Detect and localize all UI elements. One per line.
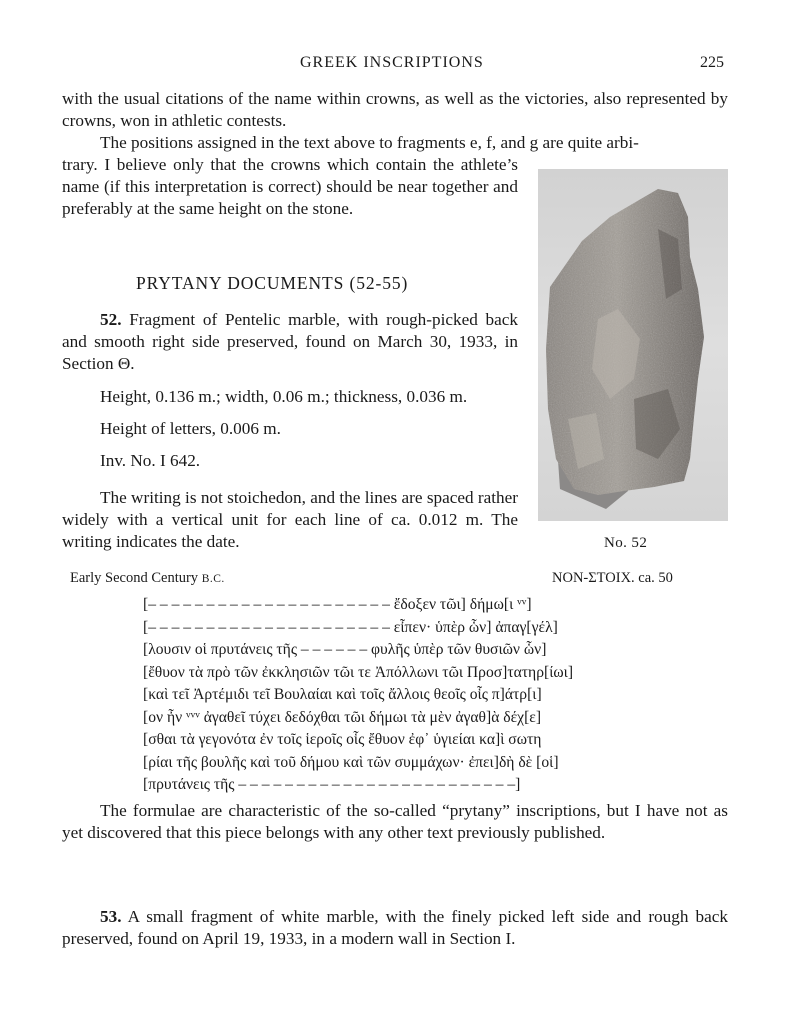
marble-fragment-image: [538, 169, 728, 521]
inscription-line: [πρυτάνεις τῆς – – – – – – – – – – – – – – – – – – – – – – – –]: [143, 776, 521, 793]
entry-52-dimensions: Height, 0.136 m.; width, 0.06 m.; thickness, 0.036 m.: [100, 387, 468, 406]
paragraph-fragments-continued: trary. I believe only that the crowns which contain the athlete’s name (if this interpretation is correct) should be near together and preferably at the same height on the stone.: [62, 155, 518, 218]
inscription-line: [λουσιν οἱ πρυτάνεις τῆς – – – – – – φυλῆς ὑπὲρ τῶν θυσιῶν ὧν]: [143, 641, 547, 658]
section-heading: PRYTANY DOCUMENTS (52-55): [136, 273, 409, 293]
stoichedon-label: NON-ΣTOIX. ca. 50: [552, 570, 673, 586]
inscription-line: [ον ἦν ᵛᵛᵛ ἀγαθεῖ τύχει δεδόχθαι τῶι δήμωι τὰ μὲν ἀγαθ]ὰ δέχ[ε]: [143, 708, 542, 726]
entry-52-text: Fragment of Pentelic marble, with rough-picked back and smooth right side preserved, found on March 30, 1933, in Section Θ.: [62, 310, 518, 373]
inscription-line: [– – – – – – – – – – – – – – – – – – – – – ἔδοξεν τῶι] δήμω[ι ᵛᵛ]: [143, 596, 532, 613]
entry-52-letter-height: Height of letters, 0.006 m.: [100, 419, 281, 438]
entry-53-text: A small fragment of white marble, with the finely picked left side and rough back preserved, found on April 19, 1933, in a modern wall in Section I.: [62, 907, 728, 948]
entry-53-description: [62, 906, 728, 950]
inscription-text: [143, 594, 667, 797]
inscription-line: [ἔθυον τὰ πρὸ τῶν ἐκκλησιῶν τῶι τε Ἀπόλλωνι τῶι Προσ]τατηρ[ίωι]: [143, 663, 574, 681]
entry-52-description: [62, 309, 518, 375]
paragraph-crowns: with the usual citations of the name within crowns, as well as the victories, also represented by crowns, won in athletic contests.: [62, 89, 728, 130]
date-label-era: B.C.: [201, 573, 225, 585]
date-label: [70, 570, 225, 587]
fragment-photo: [538, 169, 728, 521]
inscription-line: [ρίαι τῆς βουλῆς καὶ τοῦ δήμου καὶ τῶν συμμάχων· ἐπει]δὴ δὲ [οἱ]: [143, 753, 559, 771]
inscription-line: [σθαι τὰ γεγονότα ἐν τοῖς ἱεροῖς οἷς ἔθυον ἐφ᾽ ὑγιείαι κα]ὶ σωτη: [143, 731, 542, 748]
paragraph-fragments-first-line: The positions assigned in the text above to fragments e, f, and g are quite arbi-: [100, 133, 639, 152]
entry-52-inventory: Inv. No. I 642.: [100, 451, 201, 470]
running-head: GREEK INSCRIPTIONS: [300, 54, 484, 71]
entry-52-writing-note: The writing is not stoichedon, and the lines are spaced rather widely with a vertical unit for each line of ca. 0.012 m. The writing indicates the date.: [62, 488, 518, 551]
entry-52-number: 52.: [100, 310, 122, 329]
closing-paragraph: The formulae are characteristic of the so-called “prytany” inscriptions, but I have not as yet discovered that this piece belongs with any other text previously published.: [62, 801, 728, 842]
inscription-line: [– – – – – – – – – – – – – – – – – – – – – εἶπεν· ὑπὲρ ὧν] ἀπαγ[γέλ]: [143, 618, 558, 636]
entry-53-number: 53.: [100, 907, 122, 926]
page-number: 225: [700, 54, 724, 71]
date-label-text: Early Second Century: [70, 570, 199, 586]
inscription-line: [καὶ τεῖ Ἀρτέμιδι τεῖ Βουλαίαι καὶ τοῖς ἄλλοις θεοῖς οἷς π]άτρ[ι]: [143, 686, 542, 703]
photo-caption: No. 52: [604, 535, 648, 551]
